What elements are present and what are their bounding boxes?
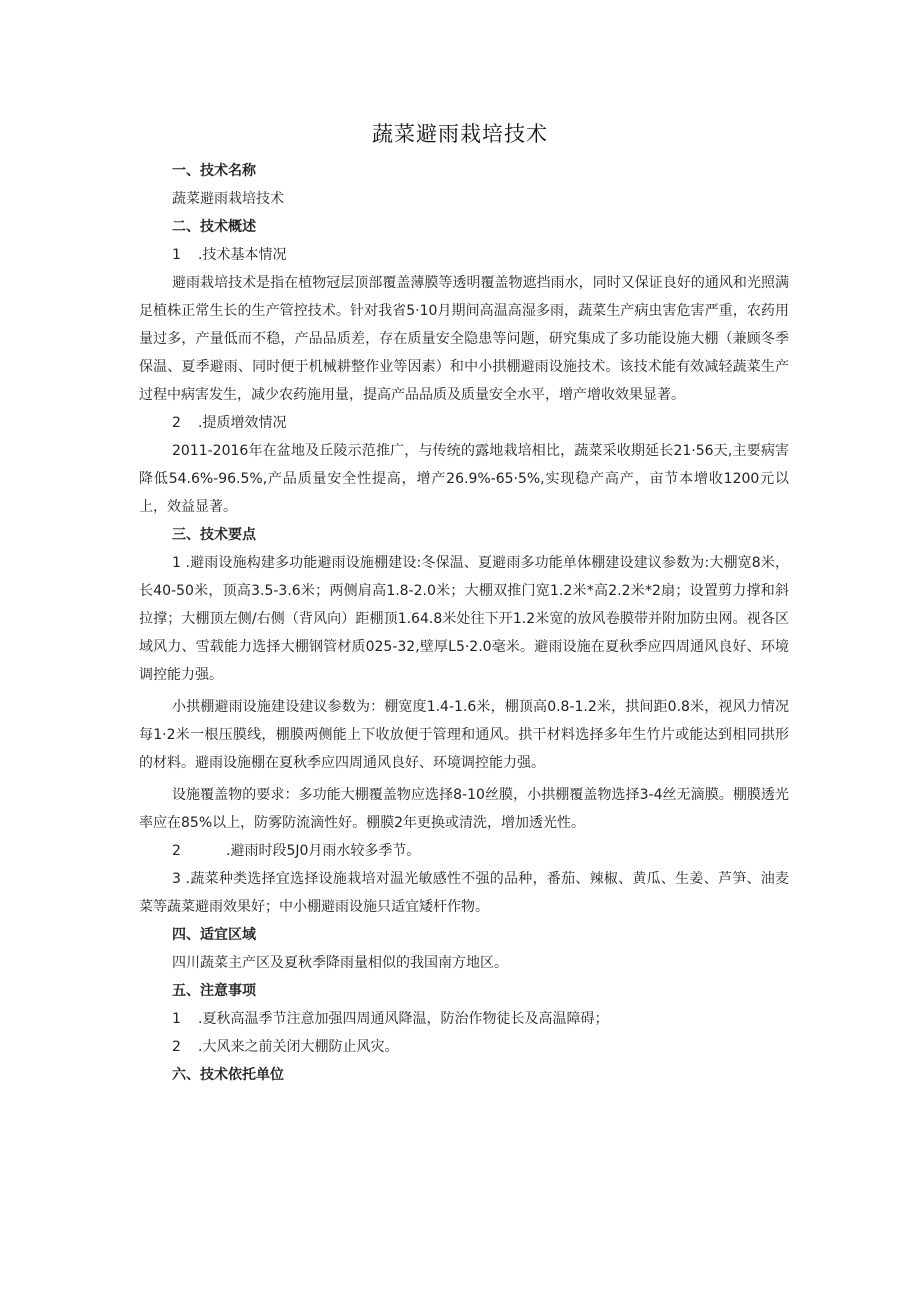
key-point-rain-period: [172, 837, 789, 865]
section-heading-tech-name: 一、技术名称: [172, 163, 256, 179]
section-heading-key-points: 三、技术要点: [172, 527, 256, 543]
subheading-basic-situation: [172, 241, 789, 269]
document-title: 蔬菜避雨栽培技术: [372, 122, 548, 146]
note-item-2: [172, 1033, 789, 1061]
subheading-text: .提质增效情况: [198, 415, 287, 431]
key-point-variety-paragraph: 3 .蔬菜种类选择宜选择设施栽培对温光敏感性不强的品种，番茄、辣椒、黄瓜、生姜、芦笋、油麦菜等蔬菜避雨效果好；中小棚避雨设施只适宜矮杆作物。: [139, 871, 789, 915]
section-heading-notes: 五、注意事项: [172, 983, 256, 999]
section-heading-suitable-area: 四、适宜区域: [172, 927, 256, 943]
section-heading-supporting-unit: 六、技术依托单位: [172, 1067, 284, 1083]
note-item-1: [172, 1005, 789, 1033]
item-text: .夏秋高温季节注意加强四周通风降温，防治作物徒长及高温障碍；: [198, 1011, 609, 1027]
key-point-small-arch-paragraph: 小拱棚避雨设施建设建议参数为：棚宽度1.4-1.6米，棚顶高0.8-1.2米，拱间距0.8米，视风力情况每1·2米一根压膜线，棚膜两侧能上下收放便于管理和通风。拱干材料选择多年生竹片或能达到相同拱形的材料。避雨设施棚在夏秋季应四周通风良好、环境调控能力强。: [139, 699, 789, 771]
efficiency-paragraph: 2011-2016年在盆地及丘陵示范推广，与传统的露地栽培相比，蔬菜采收期延长21·56天,主要病害降低54.6%-96.5%,产品质量安全性提高，增产26.9%-65·5%,实现稳产高产，亩节本增收1200元以上，效益显著。: [139, 443, 789, 515]
item-text: .避雨时段5J0月雨水较多季节。: [226, 843, 421, 859]
key-point-facility-paragraph: 1 .避雨设施构建多功能避雨设施棚建设:冬保温、夏避雨多功能单体棚建设建议参数为:大棚宽8米，长40-50米，顶高3.5-3.6米；两侧肩高1.8-2.0米；大棚双推门宽1.2米*高2.2米*2扇；设置剪力撑和斜拉撑；大棚顶左侧/右侧（背风向）距棚顶1.64.8米处往下开1.2米宽的放风卷膜带并附加防虫网。视各区域风力、雪载能力选择大棚钢管材质025-32,壁厚L5·2.0毫米。避雨设施在夏秋季应四周通风良好、环境调控能力强。: [139, 555, 789, 683]
subheading-efficiency: [172, 409, 789, 437]
subheading-number: 1: [172, 247, 181, 263]
suitable-area-text: 四川蔬菜主产区及夏秋季降雨量相似的我国南方地区。: [172, 955, 508, 971]
item-number: 1: [172, 1011, 181, 1027]
item-text: .大风来之前关闭大棚防止风灾。: [198, 1039, 399, 1055]
item-number: 2: [172, 843, 181, 859]
subheading-number: 2: [172, 415, 181, 431]
tech-name-text: 蔬菜避雨栽培技术: [172, 191, 284, 207]
key-point-cover-paragraph: 设施覆盖物的要求：多功能大棚覆盖物应选择8-10丝膜，小拱棚覆盖物选择3-4丝无滴膜。棚膜透光率应在85%以上，防雾防流滴性好。棚膜2年更换或清洗，增加透光性。: [139, 787, 789, 831]
section-heading-overview: 二、技术概述: [172, 219, 256, 235]
item-number: 2: [172, 1039, 181, 1055]
subheading-text: .技术基本情况: [198, 247, 287, 263]
document-body: [139, 157, 789, 1089]
overview-paragraph: 避雨栽培技术是指在植物冠层顶部覆盖薄膜等透明覆盖物遮挡雨水，同时又保证良好的通风和光照满足植株正常生长的生产管控技术。针对我省5·10月期间高温高湿多雨，蔬菜生产病虫害危害严重，农药用量过多，产量低而不稳，产品品质差，存在质量安全隐患等问题，研究集成了多功能设施大棚（兼顾冬季保温、夏季避雨、同时便于机械耕整作业等因素）和中小拱棚避雨设施技术。该技术能有效减轻蔬菜生产过程中病害发生，减少农药施用量，提高产品品质及质量安全水平，增产增收效果显著。: [139, 275, 789, 403]
